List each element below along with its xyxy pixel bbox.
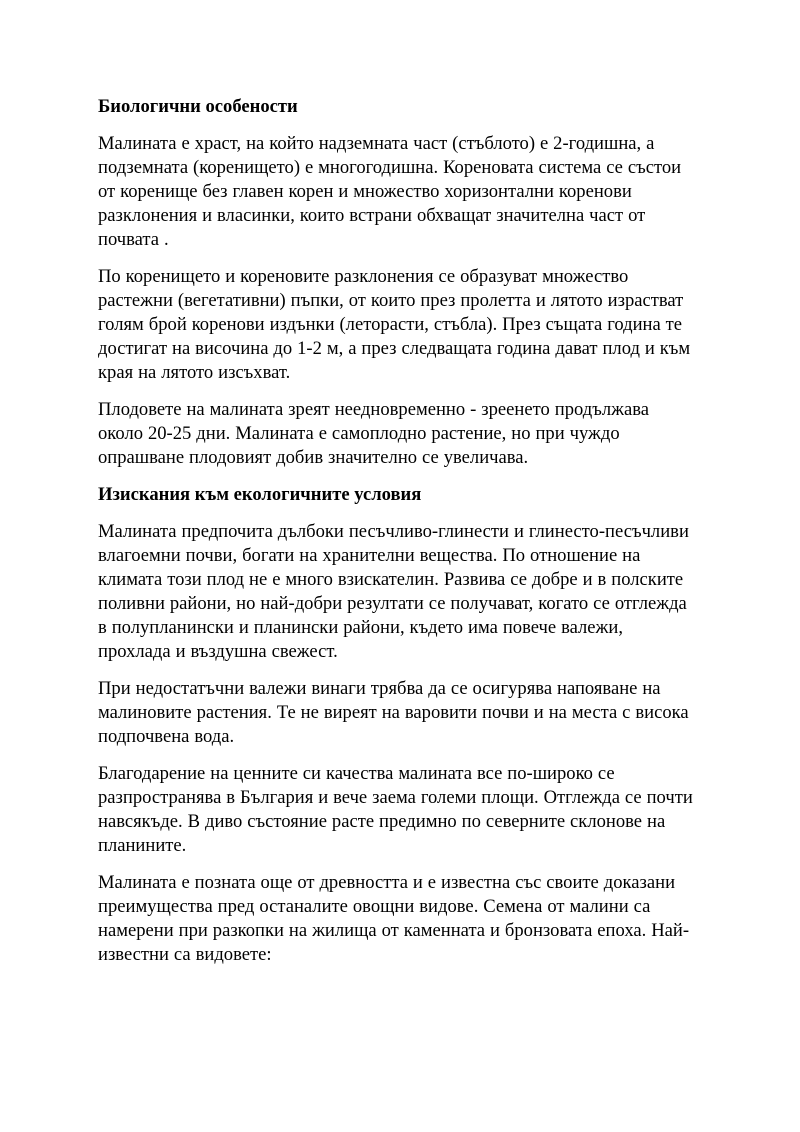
- text-line: почвата .: [98, 229, 169, 250]
- paragraph: [98, 265, 738, 385]
- text-line: влагоемни почви, богати на хранителни вещества. По отношение на: [98, 545, 641, 566]
- paragraph: [98, 871, 738, 967]
- text-line: разклонения и власинки, които встрани обхващат значителна част от: [98, 205, 646, 226]
- text-line: опрашване плодовият добив значително се увеличава.: [98, 447, 529, 468]
- text-line: климата този плод не е много взискателин. Развива се добре и в полските: [98, 569, 684, 590]
- text-line: Малината предпочита дълбоки песъчливо-глинести и глинесто-песъчливи: [98, 521, 689, 542]
- text-line: подземната (коренището) е многогодишна. Кореновата система се състои: [98, 157, 682, 178]
- paragraph: [98, 520, 738, 664]
- text-line: планините.: [98, 835, 187, 856]
- text-line: известни са видовете:: [98, 944, 272, 965]
- text-line: навсякъде. В диво състояние расте предимно по северните склонове на: [98, 811, 666, 832]
- text-line: в полупланински и планински райони, където има повече валежи,: [98, 617, 624, 638]
- text-line: Плодовете на малината зреят неедновременно - зреенето продължава: [98, 399, 649, 420]
- text-line: малиновите растения. Те не виреят на варовити почви и на места с висока: [98, 702, 689, 723]
- text-line: от коренище без главен корен и множество хоризонтални коренови: [98, 181, 632, 202]
- text-line: достигат на височина до 1-2 м, а през следващата година дават плод и към: [98, 338, 691, 359]
- paragraph: [98, 398, 738, 470]
- paragraph: [98, 677, 738, 749]
- text-line: края на лятото изсъхват.: [98, 362, 291, 383]
- text-line: намерени при разкопки на жилища от каменната и бронзовата епоха. Най-: [98, 920, 690, 941]
- text-line: преимущества пред останалите овощни видове. Семена от малини са: [98, 896, 651, 917]
- text-line: голям брой коренови издънки (леторасти, стъбла). През същата година те: [98, 314, 683, 335]
- text-line: прохлада и въздушна свежест.: [98, 641, 338, 662]
- section-heading-biological: Биологични особености: [98, 96, 298, 117]
- text-line: подпочвена вода.: [98, 726, 235, 747]
- text-line: растежни (вегетативни) пъпки, от които през пролетта и лятото израстват: [98, 290, 684, 311]
- text-line: около 20-25 дни. Малината е самоплодно растение, но при чуждо: [98, 423, 620, 444]
- text-line: Малината е позната още от древността и е известна със своите доказани: [98, 872, 676, 893]
- text-line: Малината е храст, на който надземната част (стъблото) е 2-годишна, а: [98, 133, 655, 154]
- paragraph: [98, 762, 738, 858]
- paragraph: [98, 132, 738, 252]
- text-line: Благодарение на ценните си качества малината все по-широко се: [98, 763, 615, 784]
- document-page: [98, 95, 738, 980]
- text-line: По коренището и кореновите разклонения се образуват множество: [98, 266, 629, 287]
- text-line: При недостатъчни валежи винаги трябва да се осигурява напояване на: [98, 678, 661, 699]
- text-line: разпространява в България и вече заема големи площи. Отглежда се почти: [98, 787, 693, 808]
- section-heading-ecological: Изискания към екологичните условия: [98, 484, 422, 505]
- text-line: поливни райони, но най-добри резултати се получават, когато се отглежда: [98, 593, 687, 614]
